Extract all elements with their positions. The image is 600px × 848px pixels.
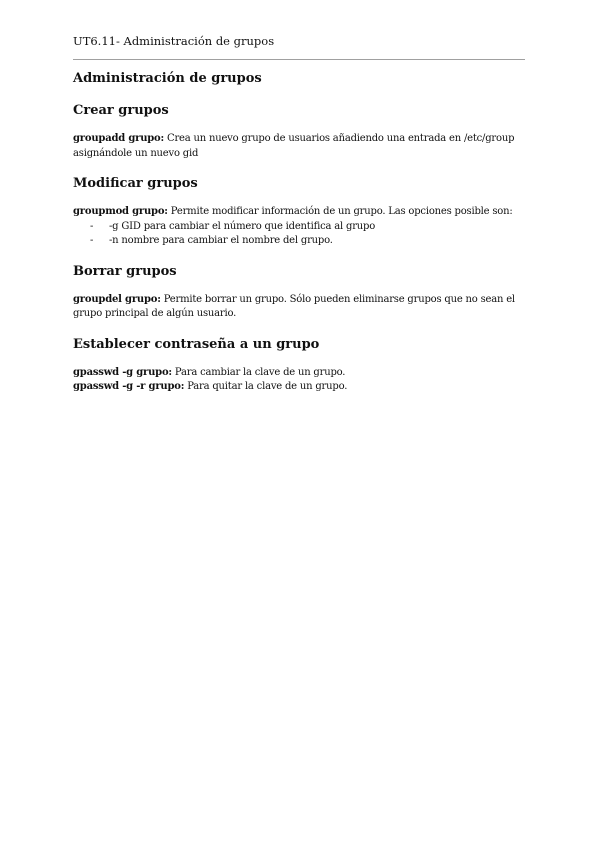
- command-description: [73, 132, 525, 161]
- command-text: Crea un nuevo grupo de usuarios añadiendo una entrada en /etc/group asignándole un nuevo gid: [73, 133, 515, 159]
- list-bullet: -: [90, 220, 94, 232]
- command-description: [73, 293, 525, 322]
- document-body: [73, 70, 525, 395]
- command-text: Permite modificar información de un grupo. Las opciones posible son:: [167, 206, 513, 217]
- section-title: Borrar grupos: [73, 263, 177, 279]
- page-title: Administración de grupos: [73, 71, 262, 86]
- section-crear-grupos: [73, 102, 525, 161]
- section-borrar-grupos: [73, 263, 525, 322]
- command-name: gpasswd -g -r grupo:: [73, 381, 185, 392]
- option-text: -n nombre para cambiar el nombre del grupo.: [109, 235, 333, 246]
- section-establecer-contrasena: [73, 336, 525, 395]
- options-list: [73, 220, 525, 249]
- section-title: Modificar grupos: [73, 176, 198, 191]
- command-description: [73, 366, 525, 395]
- list-bullet: -: [90, 235, 94, 246]
- page-header: [73, 33, 525, 49]
- section-modificar-grupos: [73, 175, 525, 249]
- section-title: Establecer contraseña a un grupo: [73, 336, 320, 352]
- command-name: groupdel grupo:: [73, 293, 161, 305]
- list-item: [73, 234, 525, 249]
- header-divider: [73, 59, 525, 60]
- command-text: Permite borrar un grupo. Sólo pueden eliminarse grupos que no sean el grupo principal de algún usuario.: [73, 293, 515, 319]
- command-description: [73, 205, 525, 220]
- section-title: Crear grupos: [73, 103, 169, 118]
- list-item: [73, 220, 525, 235]
- command-name: groupadd grupo:: [73, 133, 165, 144]
- command-line: [73, 366, 525, 381]
- command-name: groupmod grupo:: [73, 206, 168, 217]
- command-text: Para cambiar la clave de un grupo.: [171, 366, 346, 378]
- command-text: Para quitar la clave de un grupo.: [184, 381, 348, 392]
- command-name: gpasswd -g grupo:: [73, 366, 172, 378]
- option-text: -g GID para cambiar el número que identifica al grupo: [109, 220, 376, 232]
- header-text: UT6.11- Administración de grupos: [73, 34, 275, 48]
- command-line: [73, 380, 525, 395]
